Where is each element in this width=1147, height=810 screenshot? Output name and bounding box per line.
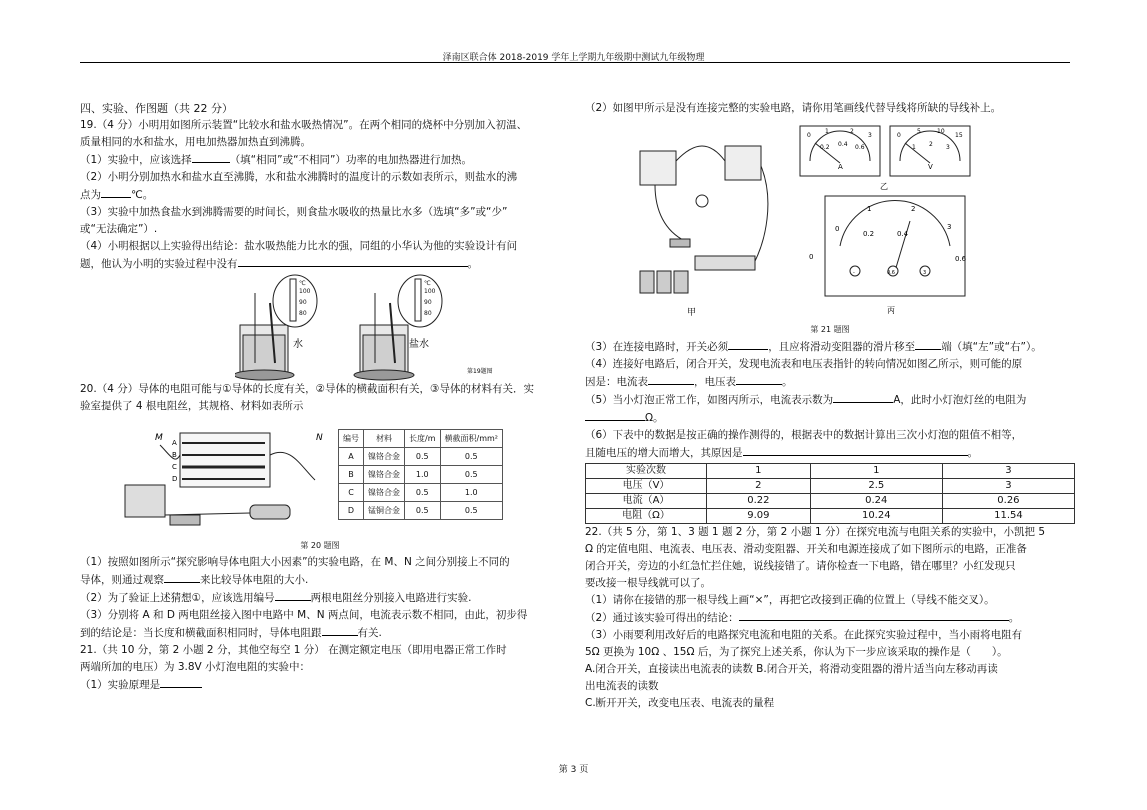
label-jia: 甲: [687, 308, 697, 318]
q22-line: C.断开开关，改变电压表、电流表的量程: [585, 697, 775, 709]
table-row: B 镍铬合金 1.0 0.5: [339, 466, 503, 484]
ammeter-label: A: [838, 163, 843, 171]
svg-text:0.4: 0.4: [897, 230, 909, 238]
wire-label: B: [172, 451, 177, 459]
svg-text:15: 15: [955, 132, 963, 139]
table-row: C 镍铬合金 0.5 1.0: [339, 484, 503, 502]
svg-text:5: 5: [917, 128, 921, 135]
q21-line: 两端所加的电压）为 3.8V 小灯泡电阻的实验中：: [80, 661, 311, 673]
svg-text:1: 1: [867, 205, 872, 213]
svg-text:0.4: 0.4: [838, 141, 848, 148]
table-row: 电流（A） 0.22 0.24 0.26: [586, 494, 1075, 509]
figure-20: [120, 425, 540, 537]
header-rule: [80, 62, 1070, 63]
q22-line: A.闭合开关，直接读出电流表的读数 B.闭合开关，将滑动变阻器的滑片适当向左移动再读: [585, 663, 998, 675]
thermometer-tick: 100: [299, 288, 311, 295]
q20-line: （2）为了验证上述猜想①，应该选用编号 两根电阻丝分别接入电路进行实验.: [80, 589, 560, 607]
svg-text:1: 1: [912, 144, 916, 151]
q22-line: 要改接一根导线就可以了。: [585, 577, 711, 589]
q19-line: （3）实验中加热食盐水到沸腾需要的时间长，则食盐水吸收的热量比水多（选填“多”或“少”: [80, 206, 508, 218]
q21-line: 21.（共 10 分，第 2 小题 2 分，其他空每空 1 分） 在测定额定电压（即用电器正常工作时: [80, 644, 507, 656]
figure-19: [235, 273, 515, 381]
table-row: 电阻（Ω） 9.09 10.24 11.54: [586, 509, 1075, 524]
q21-line: Ω。: [585, 409, 1075, 427]
thermometer-tick: 100: [424, 288, 436, 295]
q21-line: （4）连接好电路后，闭合开关，发现电流表和电压表指针的转向情况如图乙所示，则可能的原: [585, 358, 1023, 370]
q20-line: （1）按照如图所示“探究影响导体电阻大小因素”的实验电路，在 M、N 之间分别接上不同的: [80, 556, 510, 568]
thermometer-tick: 90: [424, 299, 432, 306]
svg-text:3: 3: [947, 223, 952, 231]
svg-text:10: 10: [937, 128, 945, 135]
table-header: 编号: [339, 430, 364, 448]
figure-21: [635, 121, 1045, 321]
q20-line: 导体，则通过观察 来比较导体电阻的大小.: [80, 571, 560, 589]
page-number: 第 3 页: [558, 765, 589, 775]
q19-line: 或“无法确定”）.: [80, 223, 158, 235]
speech-bubble-water: [273, 275, 317, 327]
svg-text:0.6: 0.6: [855, 144, 865, 151]
q20-line: 20.（4 分）导体的电阻可能与①导体的长度有关，②导体的横截面积有关，③导体的材料有关．实: [80, 383, 534, 395]
figure-20-caption: 第 20 题图: [300, 541, 340, 550]
voltmeter-label: V: [928, 163, 933, 171]
section-title: 四、实验、作图题（共 22 分）: [80, 102, 233, 115]
q21-line: （6）下表中的数据是按正确的操作测得的，根据表中的数据计算出三次小灯泡的阻值不相等，: [585, 429, 1023, 441]
wire-label: C: [172, 463, 177, 471]
experiment-data-table: [585, 463, 1075, 524]
svg-text:-: -: [853, 270, 855, 276]
beakers-illustration: [235, 273, 515, 381]
label-yi: 乙: [880, 182, 888, 191]
q22-line: （1）请你在接错的那一根导线上画“×”，再把它改接到正确的位置上（导线不能交叉）。: [585, 594, 995, 606]
table-row: D 锰铜合金 0.5 0.5: [339, 502, 503, 520]
q20-line: 到的结论是：当长度和横截面积相同时，导体电阻跟 有关.: [80, 624, 560, 642]
thermometer-unit: ℃: [424, 280, 431, 287]
answer-blank[interactable]: [736, 373, 782, 385]
answer-blank[interactable]: [833, 391, 893, 403]
thermometer-tick: 80: [299, 310, 307, 317]
q19-line: 质量相同的水和盐水，用电加热器加热直到沸腾。: [80, 136, 311, 148]
svg-text:0: 0: [835, 225, 840, 233]
svg-text:0.6: 0.6: [955, 255, 967, 263]
table-header: 材料: [364, 430, 405, 448]
svg-text:0: 0: [807, 132, 811, 139]
page-header: 泽南区联合体 2018-2019 学年上学期九年级期中测试九年级物理: [442, 53, 705, 63]
table-row: A 镍铬合金 0.5 0.5: [339, 448, 503, 466]
answer-blank[interactable]: [915, 338, 941, 350]
q21-line: （1）实验原理是: [80, 676, 560, 694]
material-table: [338, 429, 503, 520]
answer-blank[interactable]: [101, 186, 131, 198]
q19-line: 19.（4 分）小明用如图所示装置“比较水和盐水吸热情况”。在两个相同的烧杯中分别加入初温、: [80, 119, 528, 131]
q22-line: Ω 的定值电阻、电流表、电压表、滑动变阻器、开关和电源连接成了如下图所示的电路，正准备: [585, 543, 1027, 555]
q20-line: 验室提供了 4 根电阻丝，其规格、材料如表所示: [80, 400, 304, 412]
answer-blank[interactable]: [585, 409, 645, 421]
answer-blank[interactable]: [192, 151, 230, 163]
svg-text:3: 3: [946, 144, 950, 151]
svg-text:3: 3: [923, 270, 927, 276]
q19-line: （2）小明分别加热水和盐水直至沸腾，水和盐水沸腾时的温度计的示数如表所示，则盐水的沸: [80, 171, 518, 183]
answer-blank[interactable]: [238, 255, 468, 267]
right-column: [585, 100, 1075, 712]
svg-text:2: 2: [850, 128, 854, 135]
q19-line: （1）实验中，应该选择 （填“相同”或“不相同”）功率的电加热器进行加热。: [80, 151, 560, 169]
svg-text:3: 3: [868, 132, 872, 139]
svg-text:1: 1: [825, 128, 829, 135]
label-M: M: [155, 433, 163, 443]
q22-line: 22.（共 5 分，第 1、3 题 1 题 2 分，第 2 小题 1 分）在探究电流与电阻关系的实验中，小凯把 5: [585, 526, 1046, 538]
table-row: 实验次数 1 1 3: [586, 464, 1075, 479]
answer-blank[interactable]: [160, 676, 202, 688]
svg-text:2: 2: [911, 205, 916, 213]
q21-line: （5）当小灯泡正常工作，如图丙所示，电流表示数为 A，此时小灯泡灯丝的电阻为: [585, 391, 1075, 409]
svg-text:0: 0: [897, 132, 901, 139]
answer-blank[interactable]: [275, 589, 311, 601]
q22-line: （2）通过该实验可得出的结论： 。: [585, 609, 1075, 627]
svg-text:0.2: 0.2: [863, 230, 875, 238]
thermometer-unit: ℃: [299, 280, 306, 287]
figure-19-caption: 第19题图: [467, 368, 493, 375]
answer-blank[interactable]: [728, 338, 768, 350]
circuit-and-meters-21: [635, 121, 1045, 321]
table-header: 长度/m: [405, 430, 441, 448]
answer-blank[interactable]: [743, 444, 968, 456]
q22-line: 5Ω 更换为 10Ω 、15Ω 后，为了探究上述关系，你认为下一步应该采取的操作是（ ）。: [585, 646, 1008, 658]
svg-text:0.6: 0.6: [887, 270, 895, 276]
q20-line: （3）分别将 A 和 D 两电阻丝接入图中电路中 M、N 两点间，电流表示数不相同，由此，初步得: [80, 609, 528, 621]
thermometer-tick: 80: [424, 310, 432, 317]
wire-label: A: [172, 439, 177, 447]
label-salt-water: 盐水: [409, 339, 429, 350]
label-N: N: [316, 433, 323, 443]
q19-line: 题，他认为小明的实验过程中没有 。: [80, 255, 560, 273]
label-water: 水: [293, 339, 303, 350]
svg-text:0: 0: [809, 253, 814, 261]
figure-21-caption: 第 21 题图: [810, 325, 850, 334]
label-bing: 丙: [887, 306, 895, 315]
svg-text:2: 2: [929, 141, 933, 148]
q21-line: 且随电压的增大而增大，其原因是 。: [585, 444, 1075, 462]
table-row: 电压（V） 2 2.5 3: [586, 479, 1075, 494]
q22-line: 闭合开关，旁边的小红急忙拦住她，说线接错了。请你检查一下电路，错在哪里？小红发现只: [585, 560, 1016, 572]
wire-label: D: [172, 475, 178, 483]
svg-text:0.2: 0.2: [820, 144, 830, 151]
table-header: 横截面积/mm²: [440, 430, 503, 448]
answer-blank[interactable]: [739, 609, 1009, 621]
q22-line: （3）小雨要利用改好后的电路探究电流和电阻的关系。在此探究实验过程中，当小雨将电阻有: [585, 629, 1023, 641]
q19-line: 点为 ℃。: [80, 186, 560, 204]
speech-bubble-salt: [398, 275, 442, 327]
q22-line: 出电流表的读数: [585, 680, 659, 692]
answer-blank[interactable]: [164, 571, 200, 583]
circuit-illustration-20: [120, 425, 330, 537]
q21-line: （3）在连接电路时，开关必须 ，且应将滑动变阻器的滑片移至 端（填“左”或“右”）。: [585, 338, 1075, 356]
thermometer-tick: 90: [299, 299, 307, 306]
q21-line: 因是：电流表 ，电压表 。: [585, 373, 1075, 391]
left-column: [80, 100, 560, 694]
q19-line: （4）小明根据以上实验得出结论：盐水吸热能力比水的强，同组的小华认为他的实验设计有问: [80, 240, 518, 252]
q21-line: （2）如图甲所示是没有连接完整的实验电路，请你用笔画线代替导线将所缺的导线补上。: [585, 102, 1002, 114]
answer-blank[interactable]: [648, 373, 694, 385]
answer-blank[interactable]: [322, 624, 358, 636]
